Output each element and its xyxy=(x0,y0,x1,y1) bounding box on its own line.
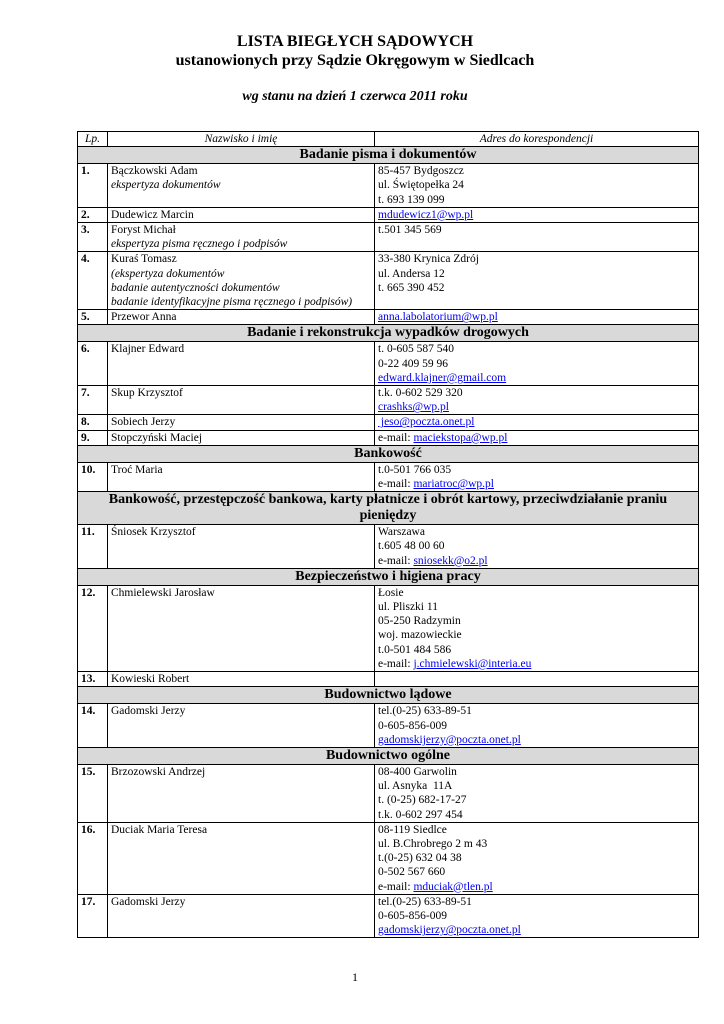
address-line xyxy=(378,586,695,600)
address-line xyxy=(378,880,695,894)
expert-name: Bączkowski Adam xyxy=(111,165,198,178)
expert-name: Duciak Maria Teresa xyxy=(111,823,208,836)
expert-specialty: badanie identyfikacyjne pisma ręcznego i podpisów) xyxy=(111,296,353,309)
address-text: ul. B.Chrobrego 2 m 43 xyxy=(378,837,488,850)
address-text: t.k. 0-602 297 454 xyxy=(378,808,463,821)
expert-cell xyxy=(108,342,375,386)
address-line xyxy=(378,909,695,923)
email-link[interactable]: j.chmielewski@interia.eu xyxy=(413,657,532,670)
address-text: tel.(0-25) 633-89-51 xyxy=(378,895,472,908)
address-text: t. 0-605 587 540 xyxy=(378,343,455,356)
email-link[interactable]: maciekstopa@wp.pl xyxy=(413,431,508,444)
address-cell xyxy=(375,462,699,491)
address-text: e-mail: xyxy=(378,880,414,893)
expert-name: Klajner Edward xyxy=(111,343,185,356)
email-link[interactable]: gadomskijerzy@poczta.onet.pl xyxy=(378,733,521,746)
row-number: 12. xyxy=(78,585,108,671)
address-text: t.0-501 766 035 xyxy=(378,463,452,476)
expert-cell xyxy=(108,585,375,671)
address-line xyxy=(378,252,695,266)
address-line xyxy=(378,554,695,568)
table-row xyxy=(78,223,699,252)
address-text: Warszawa xyxy=(378,526,425,539)
address-text: 0-605-856-009 xyxy=(378,719,447,732)
address-text: t.501 345 569 xyxy=(378,224,442,237)
address-text: 05-250 Radzymin xyxy=(378,615,461,628)
expert-cell xyxy=(108,430,375,445)
expert-cell xyxy=(108,894,375,938)
section-title: Bankowość, przestępczość bankowa, karty płatnicze i obrót kartowy, przeciwdziałanie praniu pieniędzy xyxy=(78,492,699,525)
address-text: e-mail: xyxy=(378,657,414,670)
address-line xyxy=(378,164,695,178)
address-line xyxy=(378,281,695,295)
row-number: 5. xyxy=(78,310,108,325)
address-line xyxy=(378,310,695,324)
expert-name: Troć Maria xyxy=(111,463,163,476)
table-row xyxy=(78,585,699,671)
email-link[interactable]: gadomskijerzy@poczta.onet.pl xyxy=(378,924,521,937)
section-header-row xyxy=(78,147,699,164)
expert-cell xyxy=(108,310,375,325)
address-text: ul. Pliszki 11 xyxy=(378,601,438,614)
address-cell xyxy=(375,207,699,222)
address-cell xyxy=(375,764,699,822)
row-number: 8. xyxy=(78,415,108,430)
address-line xyxy=(378,895,695,909)
expert-specialty: ekspertyza dokumentów xyxy=(111,179,221,192)
address-line xyxy=(378,779,695,793)
address-text: t.605 48 00 60 xyxy=(378,540,445,553)
address-cell xyxy=(375,585,699,671)
address-text: t.k. 0-602 529 320 xyxy=(378,387,463,400)
email-link[interactable]: mariatroc@wp.pl xyxy=(413,478,494,491)
address-text: t. 665 390 452 xyxy=(378,281,445,294)
address-line xyxy=(378,851,695,865)
address-line xyxy=(378,371,695,385)
expert-specialty: ekspertyza pisma ręcznego i podpisów xyxy=(111,238,288,251)
section-title: Badanie pisma i dokumentów xyxy=(78,147,699,164)
address-line xyxy=(378,837,695,851)
address-line xyxy=(378,643,695,657)
expert-specialty: badanie autentyczności dokumentów xyxy=(111,281,280,294)
address-cell xyxy=(375,525,699,569)
expert-name: Sobiech Jerzy xyxy=(111,416,176,429)
address-line xyxy=(378,415,695,429)
address-line xyxy=(378,865,695,879)
expert-cell xyxy=(108,386,375,415)
expert-cell xyxy=(108,415,375,430)
expert-name: Stopczyński Maciej xyxy=(111,431,203,444)
table-row xyxy=(78,525,699,569)
row-number: 14. xyxy=(78,704,108,748)
expert-name: Śniosek Krzysztof xyxy=(111,526,196,539)
row-number: 17. xyxy=(78,894,108,938)
address-cell xyxy=(375,822,699,894)
address-line xyxy=(378,704,695,718)
row-number: 2. xyxy=(78,207,108,222)
table-row xyxy=(78,415,699,430)
address-line xyxy=(378,223,695,237)
date-line: wg stanu na dzień 1 czerwca 2011 roku xyxy=(242,89,468,104)
address-text: ul. Asnyka 11A xyxy=(378,780,453,793)
table-row xyxy=(78,207,699,222)
address-text: t. 693 139 099 xyxy=(378,193,445,206)
address-cell xyxy=(375,342,699,386)
section-title: Budownictwo ogólne xyxy=(78,747,699,764)
row-number: 4. xyxy=(78,252,108,310)
expert-cell xyxy=(108,764,375,822)
section-header-row xyxy=(78,325,699,342)
expert-name: Dudewicz Marcin xyxy=(111,208,194,221)
table-row xyxy=(78,894,699,938)
address-line xyxy=(378,539,695,553)
address-line xyxy=(378,719,695,733)
address-line xyxy=(378,600,695,614)
address-cell xyxy=(375,430,699,445)
email-link[interactable]: anna.labolatorium@wp.pl xyxy=(378,311,498,324)
row-number: 16. xyxy=(78,822,108,894)
address-text: ul. Świętopełka 24 xyxy=(378,179,464,192)
address-line xyxy=(378,823,695,837)
column-header-address: Adres do korespondencji xyxy=(375,132,699,147)
expert-name: Gadomski Jerzy xyxy=(111,705,186,718)
address-line xyxy=(378,267,695,281)
table-header-row xyxy=(78,132,699,147)
expert-name: Foryst Michał xyxy=(111,224,176,237)
expert-cell xyxy=(108,223,375,252)
address-line xyxy=(378,477,695,491)
expert-name: Gadomski Jerzy xyxy=(111,895,186,908)
expert-name: Przewor Anna xyxy=(111,311,177,324)
address-text: t. (0-25) 682-17-27 xyxy=(378,794,467,807)
address-text: 08-119 Siedlce xyxy=(378,823,447,836)
address-line xyxy=(378,657,695,671)
address-line xyxy=(378,793,695,807)
section-title: Budownictwo lądowe xyxy=(78,687,699,704)
expert-name: Brzozowski Andrzej xyxy=(111,765,206,778)
table-body xyxy=(78,147,699,938)
document-title: LISTA BIEGŁYCH SĄDOWYCH xyxy=(236,33,474,50)
address-line xyxy=(378,463,695,477)
section-header-row xyxy=(78,492,699,525)
expert-cell xyxy=(108,164,375,208)
address-line xyxy=(378,733,695,747)
address-text: e-mail: xyxy=(378,431,414,444)
column-header-name: Nazwisko i imię xyxy=(108,132,375,147)
address-text: woj. mazowieckie xyxy=(378,629,462,642)
address-cell xyxy=(375,672,699,687)
address-cell xyxy=(375,164,699,208)
expert-name: Skup Krzysztof xyxy=(111,387,183,400)
row-number: 15. xyxy=(78,764,108,822)
email-link[interactable]: mdudewicz1@wp.pl xyxy=(378,208,474,221)
expert-cell xyxy=(108,207,375,222)
table-row xyxy=(78,822,699,894)
expert-cell xyxy=(108,462,375,491)
address-cell xyxy=(375,704,699,748)
email-link[interactable]: mduciak@tlen.pl xyxy=(413,880,493,893)
address-text: e-mail: xyxy=(378,554,414,567)
section-header-row xyxy=(78,747,699,764)
table-row xyxy=(78,462,699,491)
table-row xyxy=(78,672,699,687)
address-line xyxy=(378,628,695,642)
address-text: 0-502 567 660 xyxy=(378,866,446,879)
address-cell xyxy=(375,252,699,310)
address-text: 08-400 Garwolin xyxy=(378,765,457,778)
address-text: 0-605-856-009 xyxy=(378,909,447,922)
section-title: Badanie i rekonstrukcja wypadków drogowych xyxy=(78,325,699,342)
expert-name: Kuraś Tomasz xyxy=(111,253,177,266)
address-line xyxy=(378,386,695,400)
document-subtitle: ustanowionych przy Sądzie Okręgowym w Siedlcach xyxy=(175,52,535,69)
email-link[interactable]: sniosekk@o2.pl xyxy=(413,554,488,567)
expert-cell xyxy=(108,704,375,748)
expert-cell xyxy=(108,672,375,687)
row-number: 10. xyxy=(78,462,108,491)
expert-cell xyxy=(108,252,375,310)
address-text: ul. Andersa 12 xyxy=(378,267,445,280)
address-cell xyxy=(375,386,699,415)
table-row xyxy=(78,342,699,386)
address-line xyxy=(378,342,695,356)
expert-cell xyxy=(108,822,375,894)
section-header-row xyxy=(78,445,699,462)
address-line xyxy=(378,614,695,628)
section-title: Bankowość xyxy=(78,445,699,462)
table-row xyxy=(78,764,699,822)
experts-table xyxy=(77,131,699,938)
address-cell xyxy=(375,415,699,430)
email-link[interactable]: jeso@poczta.onet.pl xyxy=(378,416,475,429)
expert-name: Kowieski Robert xyxy=(111,673,190,686)
section-header-row xyxy=(78,687,699,704)
row-number: 13. xyxy=(78,672,108,687)
table-row xyxy=(78,310,699,325)
row-number: 1. xyxy=(78,164,108,208)
table-row xyxy=(78,704,699,748)
expert-cell xyxy=(108,525,375,569)
table-row xyxy=(78,164,699,208)
email-link[interactable]: crashks@wp.pl xyxy=(378,401,449,414)
page-number: 1 xyxy=(352,970,358,984)
email-link[interactable]: edward.klajner@gmail.com xyxy=(378,371,507,384)
column-header-lp: Lp. xyxy=(78,132,108,147)
address-line xyxy=(378,765,695,779)
address-text: t.0-501 484 586 xyxy=(378,643,452,656)
address-line xyxy=(378,431,695,445)
address-text: t.(0-25) 632 04 38 xyxy=(378,852,462,865)
section-title: Bezpieczeństwo i higiena pracy xyxy=(78,568,699,585)
row-number: 3. xyxy=(78,223,108,252)
expert-specialty: (ekspertyza dokumentów xyxy=(111,267,225,280)
row-number: 7. xyxy=(78,386,108,415)
address-line xyxy=(378,808,695,822)
row-number: 6. xyxy=(78,342,108,386)
address-line xyxy=(378,208,695,222)
row-number: 11. xyxy=(78,525,108,569)
address-line xyxy=(378,193,695,207)
row-number: 9. xyxy=(78,430,108,445)
address-text: 0-22 409 59 96 xyxy=(378,357,448,370)
address-text: e-mail: xyxy=(378,478,414,491)
table-row xyxy=(78,386,699,415)
address-line xyxy=(378,178,695,192)
address-cell xyxy=(375,223,699,252)
address-line xyxy=(378,357,695,371)
address-text: Łosie xyxy=(378,586,404,599)
address-line xyxy=(378,400,695,414)
address-cell xyxy=(375,310,699,325)
address-cell xyxy=(375,894,699,938)
address-text: 85-457 Bydgoszcz xyxy=(378,165,464,178)
address-line xyxy=(378,923,695,937)
section-header-row xyxy=(78,568,699,585)
table-row xyxy=(78,252,699,310)
address-text: tel.(0-25) 633-89-51 xyxy=(378,705,472,718)
table-row xyxy=(78,430,699,445)
address-line xyxy=(378,525,695,539)
address-text: 33-380 Krynica Zdrój xyxy=(378,253,479,266)
expert-name: Chmielewski Jarosław xyxy=(111,586,215,599)
